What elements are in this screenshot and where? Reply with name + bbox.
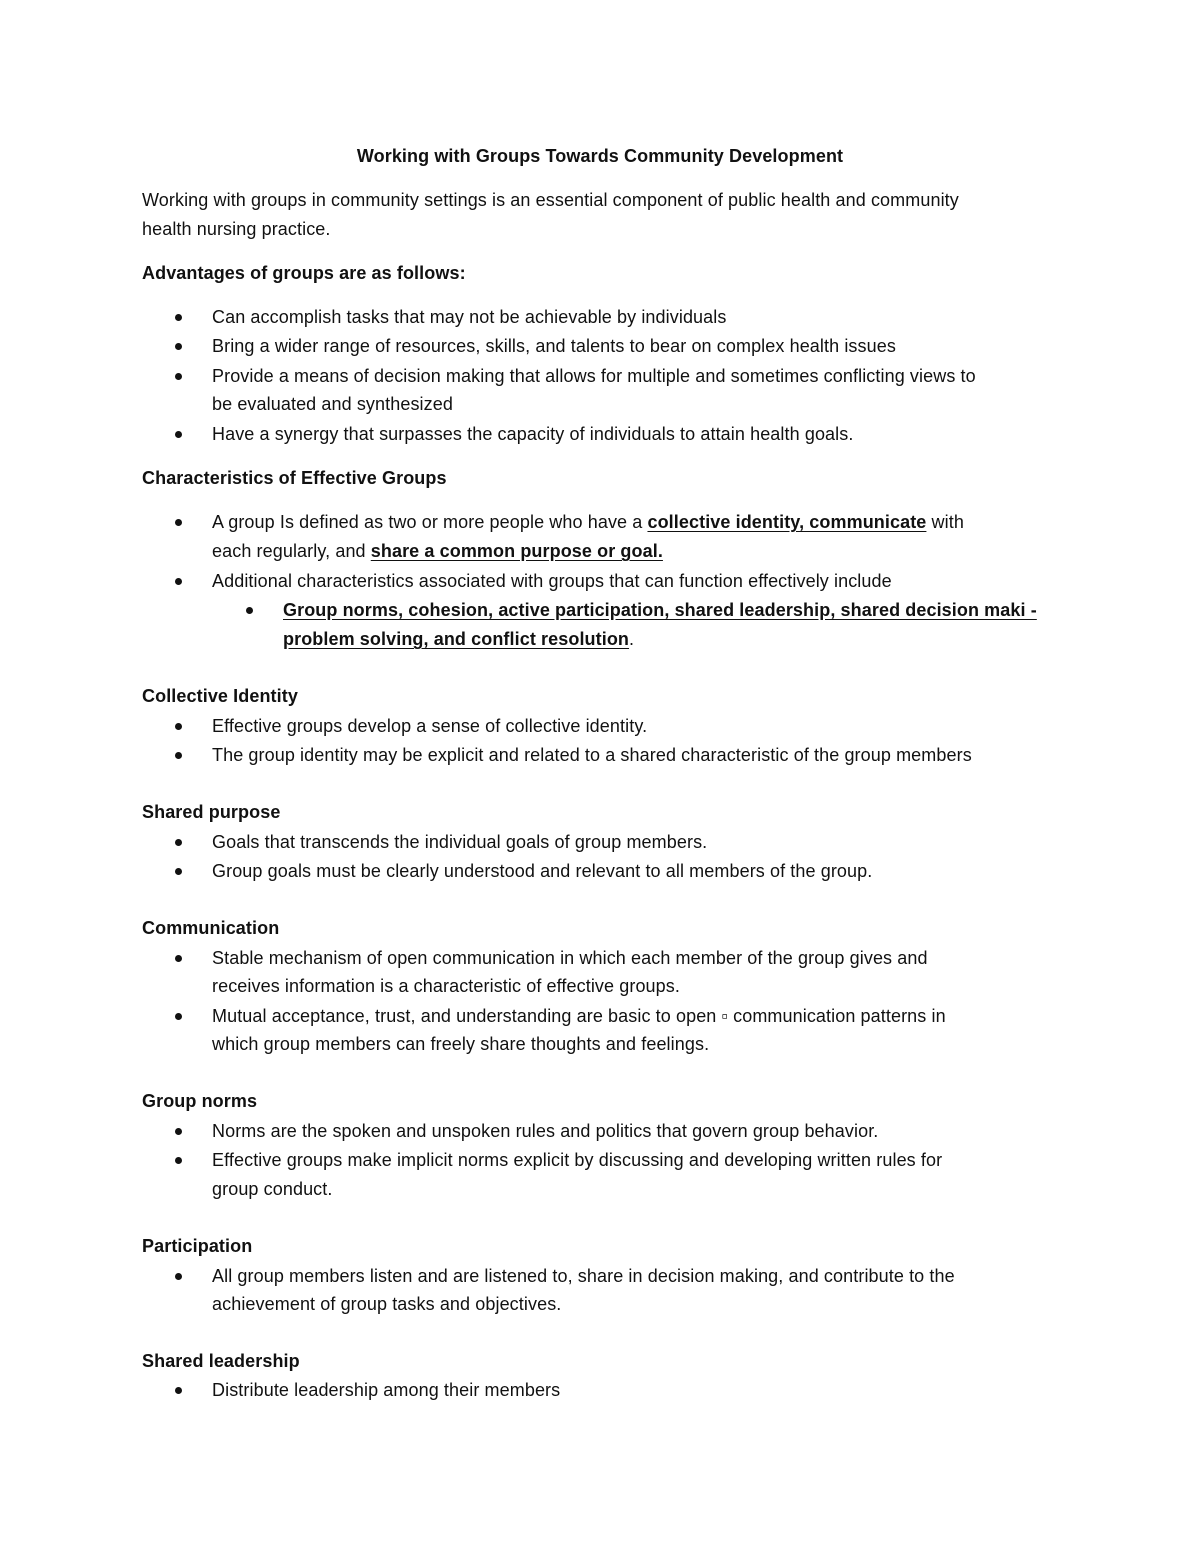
bullet-icon <box>175 723 182 730</box>
bullet-icon <box>175 955 182 962</box>
bullet-icon <box>175 1273 182 1280</box>
characteristics-item-1-emphasis: collective identity, communicate <box>647 512 927 532</box>
group-norms-item-2-cont: group conduct. <box>212 1179 333 1199</box>
bullet-icon <box>175 1387 182 1394</box>
characteristics-item-2: Additional characteristics associated with groups that can function effectively include <box>212 571 892 591</box>
collective-identity-item-1: Effective groups develop a sense of collective identity. <box>212 716 648 736</box>
characteristics-subitem-1-cont-emphasis: problem solving, and conflict resolution <box>283 629 630 649</box>
advantages-item-3: Provide a means of decision making that allows for multiple and sometimes conflicting views to <box>212 366 976 386</box>
bullet-icon <box>175 314 182 321</box>
bullet-icon <box>175 373 182 380</box>
bullet-icon <box>175 431 182 438</box>
collective-identity-heading: Collective Identity <box>142 686 298 706</box>
participation-item-1: All group members listen and are listened to, share in decision making, and contribute to the <box>212 1266 955 1286</box>
characteristics-item-1 <box>212 511 964 533</box>
group-norms-item-2: Effective groups make implicit norms explicit by discussing and developing written rules for <box>212 1150 943 1170</box>
participation-item-1-cont: achievement of group tasks and objectives. <box>212 1294 562 1314</box>
advantages-heading: Advantages of groups are as follows: <box>142 263 466 283</box>
intro-line-1: Working with groups in community settings is an essential component of public health and community <box>142 190 959 210</box>
bullet-icon <box>175 519 182 526</box>
advantages-item-3-cont: be evaluated and synthesized <box>212 394 453 414</box>
characteristics-subitem-1: Group norms, cohesion, active participation, shared leadership, shared decision maki - <box>283 600 1037 620</box>
characteristics-heading: Characteristics of Effective Groups <box>142 468 447 488</box>
shared-leadership-item-1: Distribute leadership among their members <box>212 1380 561 1400</box>
characteristics-item-1-cont-text: each regularly, and <box>212 541 371 561</box>
characteristics-subitem-1-cont-end: . <box>629 629 635 649</box>
bullet-icon <box>175 343 182 350</box>
communication-heading: Communication <box>142 918 280 938</box>
shared-purpose-heading: Shared purpose <box>142 802 281 822</box>
characteristics-item-1-tail: with <box>926 512 964 532</box>
collective-identity-item-2: The group identity may be explicit and related to a shared characteristic of the group members <box>212 745 972 765</box>
group-norms-item-1: Norms are the spoken and unspoken rules and politics that govern group behavior. <box>212 1121 879 1141</box>
bullet-icon <box>175 1013 182 1020</box>
communication-item-1-cont: receives information is a characteristic of effective groups. <box>212 976 680 996</box>
characteristics-item-1-cont <box>212 540 663 562</box>
shared-purpose-item-1: Goals that transcends the individual goals of group members. <box>212 832 708 852</box>
characteristics-item-1-cont-emphasis: share a common purpose or goal. <box>370 541 663 561</box>
bullet-icon <box>246 607 253 614</box>
bullet-icon <box>175 868 182 875</box>
intro-line-2: health nursing practice. <box>142 219 331 239</box>
shared-purpose-item-2: Group goals must be clearly understood and relevant to all members of the group. <box>212 861 873 881</box>
advantages-item-2: Bring a wider range of resources, skills, and talents to bear on complex health issues <box>212 336 896 356</box>
group-norms-heading: Group norms <box>142 1091 258 1111</box>
bullet-icon <box>175 578 182 585</box>
shared-leadership-heading: Shared leadership <box>142 1351 300 1371</box>
bullet-icon <box>175 1128 182 1135</box>
bullet-icon <box>175 752 182 759</box>
bullet-icon <box>175 1157 182 1164</box>
document-title: Working with Groups Towards Community Development <box>356 146 844 166</box>
participation-heading: Participation <box>142 1236 253 1256</box>
bullet-icon <box>175 839 182 846</box>
characteristics-item-1-text: A group Is defined as two or more people who have a <box>212 512 648 532</box>
communication-item-1: Stable mechanism of open communication in which each member of the group gives and <box>212 948 928 968</box>
communication-item-2-cont: which group members can freely share thoughts and feelings. <box>212 1034 710 1054</box>
advantages-item-1: Can accomplish tasks that may not be achievable by individuals <box>212 307 727 327</box>
communication-item-2: Mutual acceptance, trust, and understanding are basic to open ▫ communication patterns in <box>212 1006 946 1026</box>
advantages-item-4: Have a synergy that surpasses the capacity of individuals to attain health goals. <box>212 424 854 444</box>
characteristics-subitem-1-cont <box>283 628 634 650</box>
